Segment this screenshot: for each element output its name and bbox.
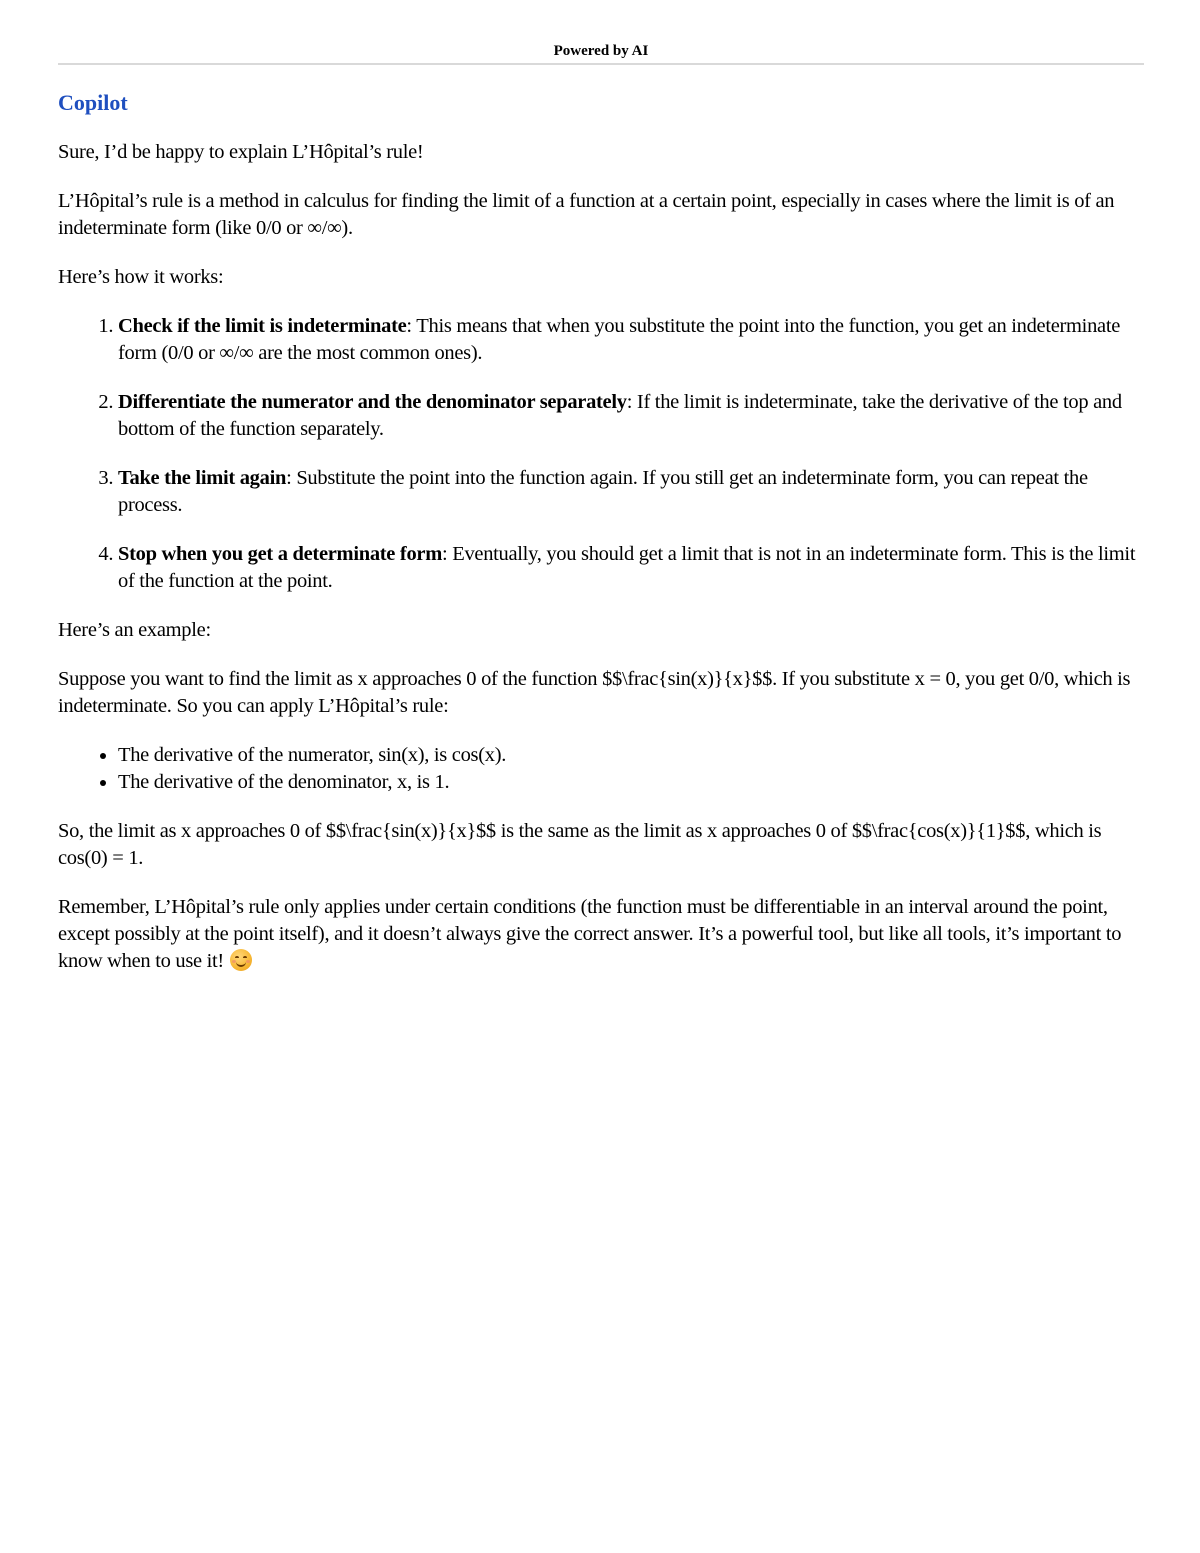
steps-list: [58, 313, 1144, 595]
list-item: • The derivative of the denominator, x, is 1.: [118, 769, 1144, 796]
smiling-face-icon: [230, 949, 252, 971]
intro-paragraph: L’Hôpital’s rule is a method in calculus for finding the limit of a function at a certain point, especially in cases where the limit is of an indeterminate form (like 0/0 or ∞/∞).: [58, 190, 1115, 239]
conclusion-paragraph: So, the limit as x approaches 0 of $$\frac{sin(x)}{x}$$ is the same as the limit as x approaches 0 of $$\frac{cos(x)}{1}$$, which is cos(0) = 1.: [58, 820, 1102, 869]
closing-text: Remember, L’Hôpital’s rule only applies under certain conditions (the function must be differentiable in an interval around the point, except possibly at the point itself), and it doesn’t always give the correct answer. It’s a powerful tool, but like all tools, it’s important to know when to use it!: [58, 896, 1122, 972]
list-item: • The derivative of the numerator, sin(x), is cos(x).: [118, 742, 1144, 769]
step-text: : If the limit is indeterminate, take the derivative of the top and bottom of the function separately.: [118, 391, 1122, 440]
greeting-paragraph: Sure, I’d be happy to explain L’Hôpital’s rule!: [58, 141, 424, 163]
step-item: [118, 541, 1144, 595]
step-item: [118, 313, 1144, 367]
document-page: [58, 40, 1144, 975]
header-divider: [58, 63, 1144, 65]
step-text: : Substitute the point into the function again. If you still get an indeterminate form, you can repeat the process.: [118, 467, 1088, 516]
step-item: [118, 389, 1144, 443]
message-body: [58, 139, 1144, 975]
sender-name: Copilot: [58, 90, 128, 115]
how-it-works-paragraph: Here’s how it works:: [58, 266, 224, 288]
step-title: Stop when you get a determinate form: [118, 543, 442, 565]
step-item: [118, 465, 1144, 519]
step-text: : Eventually, you should get a limit that is not in an indeterminate form. This is the limit of the function at the point.: [118, 543, 1136, 592]
step-title: Take the limit again: [118, 467, 287, 489]
example-intro-paragraph: Here’s an example:: [58, 619, 211, 641]
step-text: : This means that when you substitute the point into the function, you get an indeterminate form (0/0 or ∞/∞ are the most common ones).: [118, 315, 1121, 364]
step-title: Differentiate the numerator and the denominator separately: [118, 391, 627, 413]
closing-paragraph: [58, 894, 1144, 975]
example-paragraph: Suppose you want to find the limit as x approaches 0 of the function $$\frac{sin(x)}{x}$$. If you substitute x = 0, you get 0/0, which is indeterminate. So you can apply L’Hôpital’s rule:: [58, 668, 1131, 717]
powered-by-header: Powered by AI: [553, 43, 649, 59]
derivatives-list: [58, 742, 1144, 796]
step-title: Check if the limit is indeterminate: [118, 315, 407, 337]
